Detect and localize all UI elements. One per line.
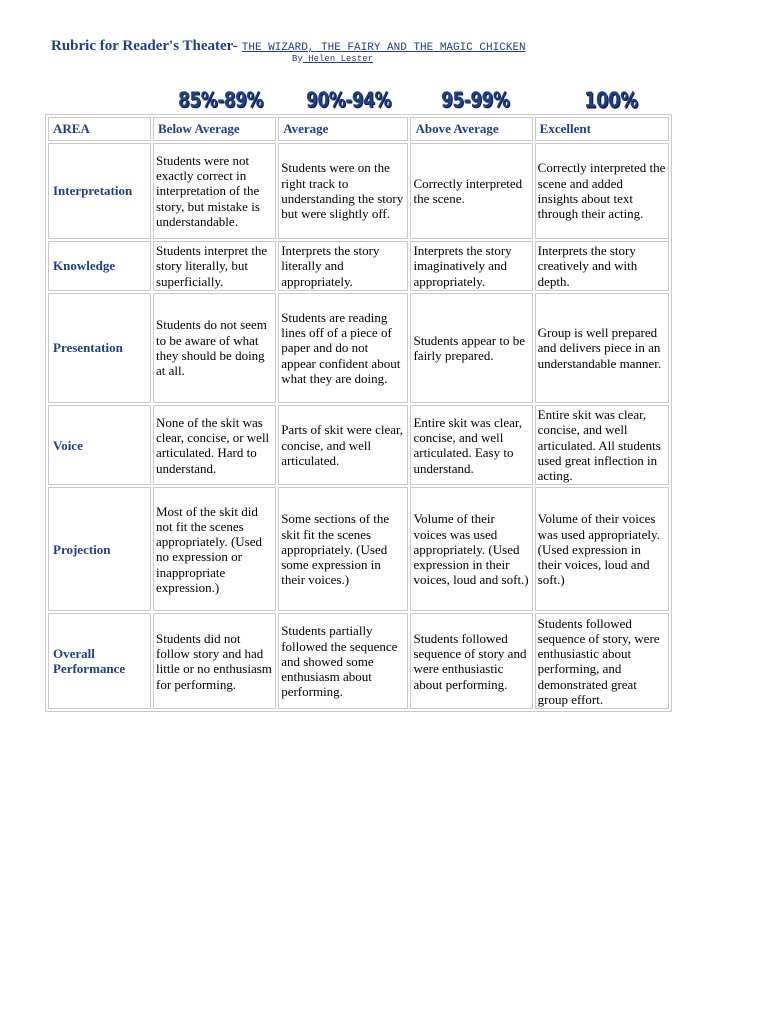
rubric-table: [45, 114, 672, 712]
table-cell: Parts of skit were clear, concise, and well articulated.: [278, 405, 408, 485]
table-cell: Students did not follow story and had little or no enthusiasm for performing.: [153, 613, 276, 709]
area-label: Knowledge: [48, 241, 151, 291]
table-row-presentation: [48, 293, 669, 403]
table-cell: Interprets the story creatively and with depth.: [535, 241, 669, 291]
column-header-average: Average: [278, 117, 408, 141]
table-cell: Some sections of the skit fit the scenes appropriately. (Used some expression in their voices.): [278, 487, 408, 611]
table-cell: Students followed sequence of story, were enthusiastic about performing, and demonstrated great group effort.: [535, 613, 669, 709]
table-cell: Students do not seem to be aware of what they should be doing at all.: [153, 293, 276, 403]
document-title: [51, 37, 526, 55]
table-cell: Students appear to be fairly prepared.: [410, 293, 532, 403]
area-label: Voice: [48, 405, 151, 485]
table-row-projection: [48, 487, 669, 611]
rubric-title: Rubric for Reader's Theater-: [51, 38, 238, 54]
table-cell: Volume of their voices was used appropriately. (Used expression in their voices, loud and soft.): [410, 487, 532, 611]
table-row-voice: [48, 405, 669, 485]
work-title-part-2: THE FAIRY AND THE MAGIC CHICKEN: [314, 42, 526, 54]
table-row-overall-performance: [48, 613, 669, 709]
table-cell: Students are reading lines off of a piece of paper and do not appear confident about what they are doing.: [278, 293, 408, 403]
column-header-above-average: Above Average: [410, 117, 532, 141]
author-name: Helen Lester: [302, 54, 374, 64]
table-row-interpretation: [48, 143, 669, 239]
work-title-part-1: THE WIZARD: [241, 42, 308, 54]
table-cell: Entire skit was clear, concise, and well articulated. All students used great inflection in acting.: [535, 405, 669, 485]
table-cell: Group is well prepared and delivers piece in an understandable manner.: [535, 293, 669, 403]
by-label: By: [292, 54, 303, 64]
table-cell: Volume of their voices was used appropriately. (Used expression in their voices, loud and soft.): [535, 487, 669, 611]
table-cell: Entire skit was clear, concise, and well articulated. Easy to understand.: [410, 405, 532, 485]
table-cell: Interprets the story imaginatively and appropriately.: [410, 241, 532, 291]
table-cell: Students were on the right track to understanding the story but were slightly off.: [278, 143, 408, 239]
table-row-knowledge: [48, 241, 669, 291]
column-header-below-average: Below Average: [153, 117, 276, 141]
byline: [292, 54, 373, 64]
area-label: Overall Performance: [48, 613, 151, 709]
table-cell: None of the skit was clear, concise, or well articulated. Hard to understand.: [153, 405, 276, 485]
percent-band-excellent: 100%: [584, 88, 638, 114]
table-cell: Students partially followed the sequence and showed some enthusiasm about performing.: [278, 613, 408, 709]
percent-band-below-average: 85%-89%: [178, 88, 263, 113]
table-cell: Correctly interpreted the scene.: [410, 143, 532, 239]
percent-band-average: 90%-94%: [306, 88, 391, 113]
percent-band-above-average: 95-99%: [441, 88, 510, 113]
table-cell: Interprets the story literally and appropriately.: [278, 241, 408, 291]
column-header-excellent: Excellent: [535, 117, 669, 141]
table-cell: Correctly interpreted the scene and added insights about text through their acting.: [535, 143, 669, 239]
table-cell: Students followed sequence of story and were enthusiastic about performing.: [410, 613, 532, 709]
column-header-area: AREA: [48, 117, 151, 141]
table-cell: Most of the skit did not fit the scenes appropriately. (Used no expression or inappropriate expression.): [153, 487, 276, 611]
work-title-separator: ,: [307, 42, 315, 54]
area-label: Interpretation: [48, 143, 151, 239]
table-header-row: [48, 117, 669, 141]
table-cell: Students were not exactly correct in interpretation of the story, but mistake is understandable.: [153, 143, 276, 239]
area-label: Presentation: [48, 293, 151, 403]
area-label: Projection: [48, 487, 151, 611]
table-cell: Students interpret the story literally, but superficially.: [153, 241, 276, 291]
